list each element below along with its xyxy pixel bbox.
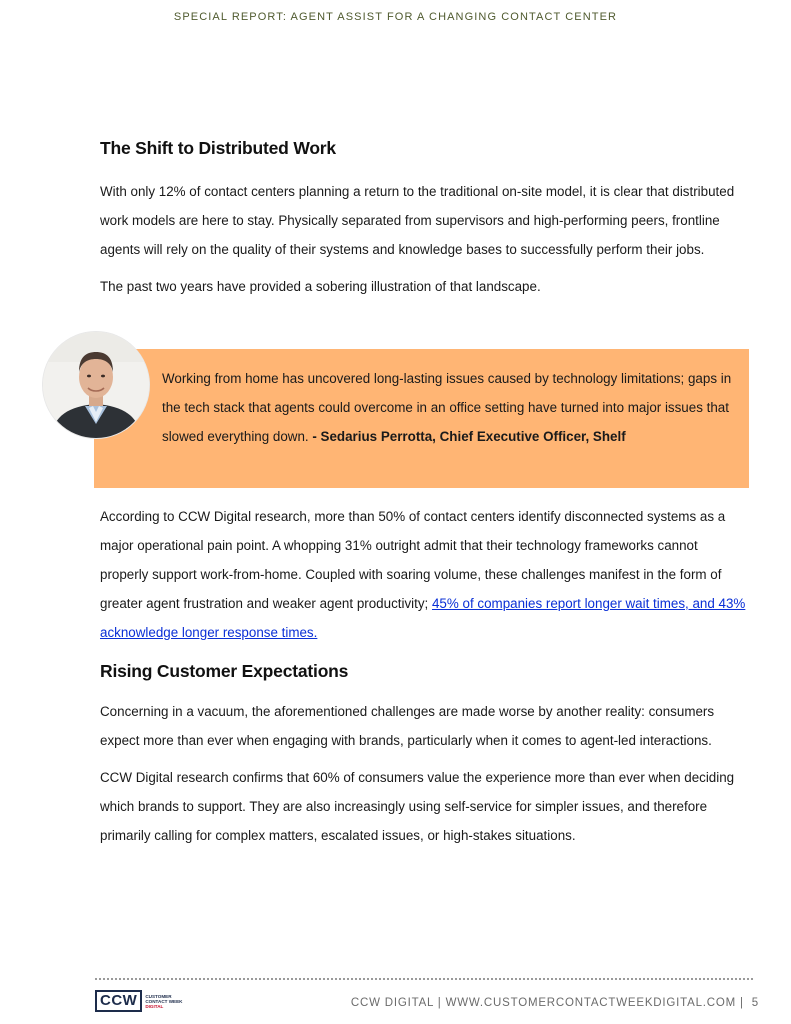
page-header: SPECIAL REPORT: AGENT ASSIST FOR A CHANGING CONTACT CENTER [173, 11, 618, 23]
research-link[interactable]: 45% of companies report longer wait times, and 43% acknowledge longer response times. [100, 596, 746, 640]
paragraph: CCW Digital research confirms that 60% of consumers value the experience more than ever when deciding which brands to support. They are also increasingly using self-service for simpler issues, and therefore primarily calling for complex matters, escalated issues, or high-stakes situations. [100, 770, 735, 843]
paragraph: The past two years have provided a sobering illustration of that landscape. [100, 279, 541, 294]
section-customer-expectations [100, 661, 746, 850]
page-number: 5 [751, 997, 759, 1009]
footer-site: CCW DIGITAL | WWW.CUSTOMERCONTACTWEEKDIGITAL.COM | [350, 997, 744, 1009]
paragraph-text: According to CCW Digital research, more than 50% of contact centers identify disconnected systems as a major operational pain point. A whopping 31% outright admit that their technology frameworks cannot properly support work-from-home. Coupled with soaring volume, these challenges manifest in the form of greater agent frustration and weaker agent productivity; [100, 509, 726, 611]
quote-attribution: - Sedarius Perrotta, Chief Executive Officer, Shelf [312, 429, 626, 444]
paragraph [100, 502, 746, 647]
paragraph: Concerning in a vacuum, the aforementioned challenges are made worse by another reality: consumers expect more than ever when engaging with brands, particularly when it comes to agent-led interactions. [100, 704, 715, 748]
footer-divider [95, 978, 753, 980]
section-distributed-work [100, 138, 746, 301]
logo-line: DIGITAL [145, 1003, 164, 1009]
logo-mark: CCW [95, 990, 142, 1012]
logo-tagline [145, 994, 182, 1009]
section-heading: Rising Customer Expectations [100, 661, 349, 681]
logo-line: CUSTOMER [145, 993, 172, 999]
logo-line: CONTACT WEEK [145, 998, 183, 1004]
avatar [43, 332, 149, 438]
portrait-image [43, 332, 149, 438]
footer-text [351, 997, 759, 1009]
section-research [100, 502, 746, 647]
paragraph: With only 12% of contact centers planning a return to the traditional on-site model, it is clear that distributed work models are here to stay. Physically separated from supervisors and high-performing peers, frontline agents will rely on the quality of their systems and knowledge bases to successfully perform their jobs. [100, 184, 735, 257]
ccw-logo [95, 989, 183, 1013]
section-heading: The Shift to Distributed Work [100, 138, 336, 158]
quote-body: Working from home has uncovered long-lasting issues caused by technology limitations; gaps in the tech stack that agents could overcome in an office setting have turned into major issues that slowed everything down. [162, 371, 732, 444]
quote-text [162, 364, 742, 451]
